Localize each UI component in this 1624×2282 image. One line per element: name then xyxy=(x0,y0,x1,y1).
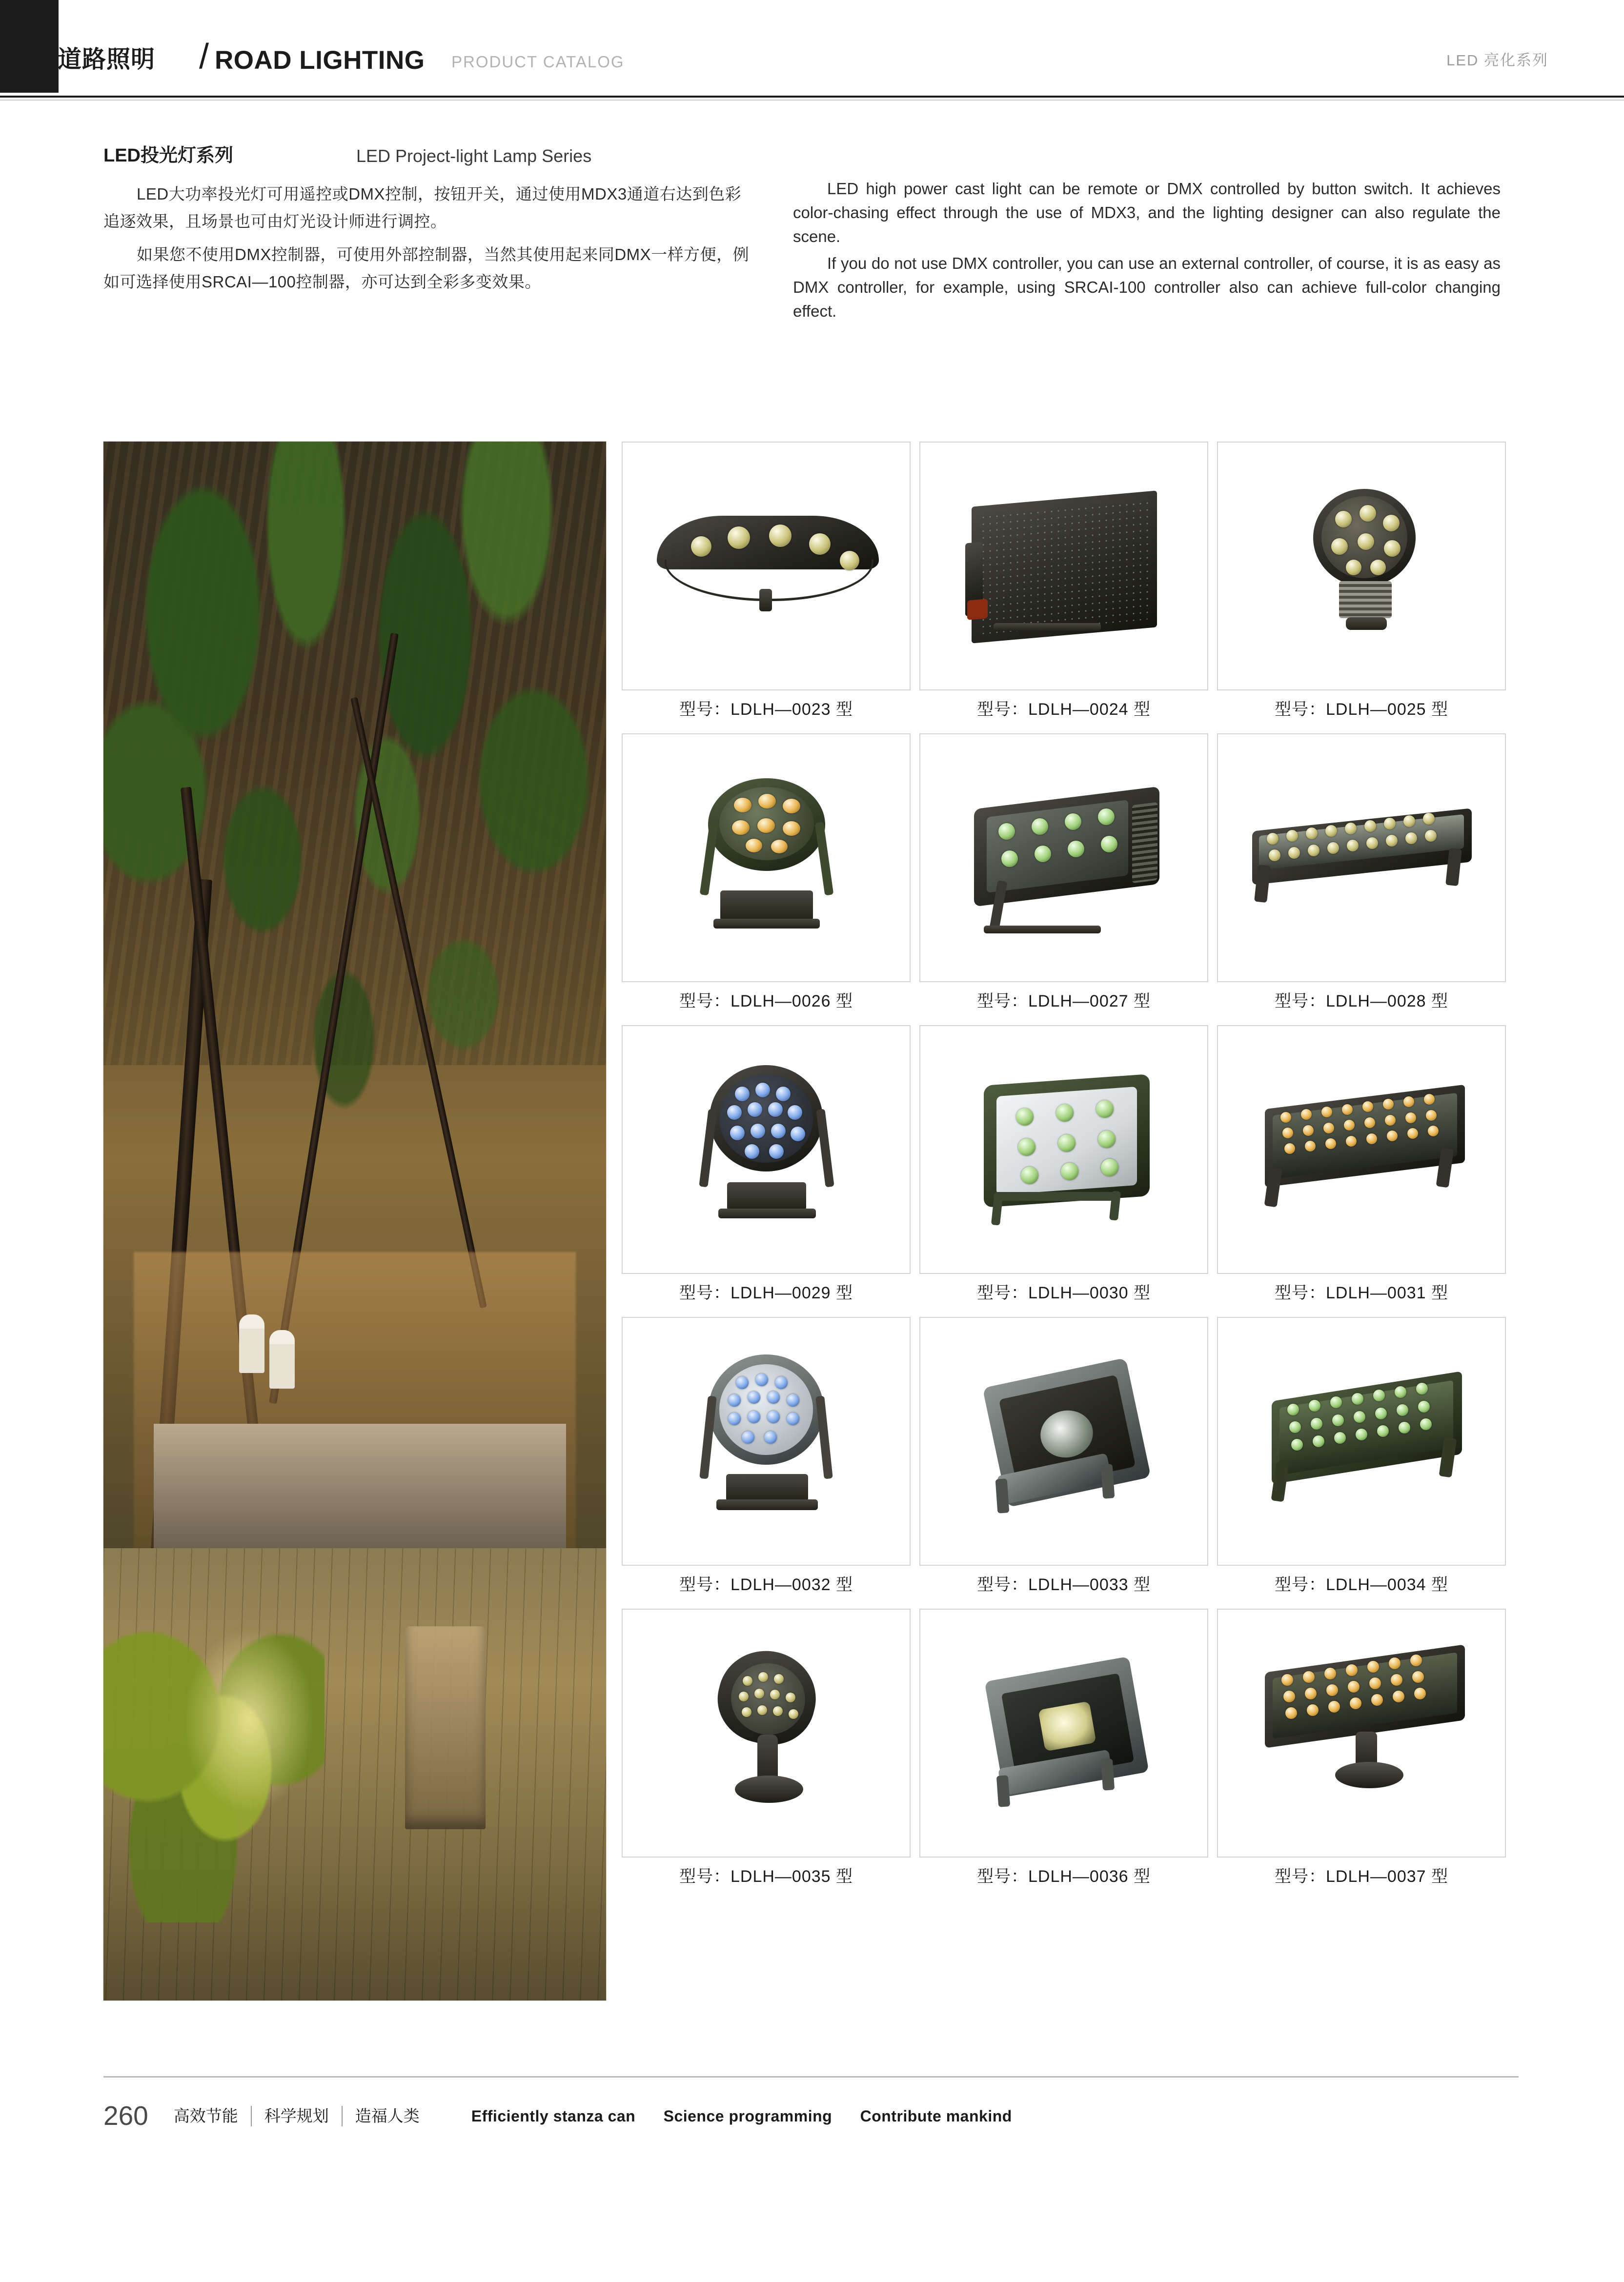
product-image-0036 xyxy=(919,1609,1208,1858)
product-cell-0027[interactable] xyxy=(919,733,1208,1022)
product-cell-0024[interactable] xyxy=(919,442,1208,730)
product-image-0026 xyxy=(622,733,911,982)
header-divider-thin xyxy=(0,100,1624,101)
product-caption-0034: 型号：LDLH—0034 型 xyxy=(1274,1575,1448,1594)
product-caption-0028: 型号：LDLH—0028 型 xyxy=(1274,992,1448,1010)
product-caption-0037: 型号：LDLH—0037 型 xyxy=(1274,1867,1448,1886)
footer-divider xyxy=(103,2076,1519,2078)
product-image-0028 xyxy=(1217,733,1506,982)
header-series-label: LED 亮化系列 xyxy=(1446,52,1548,69)
product-caption-0030: 型号：LDLH—0030 型 xyxy=(976,1284,1151,1302)
product-caption-0024: 型号：LDLH—0024 型 xyxy=(976,700,1151,719)
footer-slogan-cn-1: 高效节能 xyxy=(173,2107,238,2125)
header-slash-divider: / xyxy=(199,37,209,76)
product-caption-0036: 型号：LDLH—0036 型 xyxy=(976,1867,1151,1886)
page-footer xyxy=(0,2076,1624,2183)
product-image-0037 xyxy=(1217,1609,1506,1858)
product-caption-0032: 型号：LDLH—0032 型 xyxy=(679,1575,853,1594)
product-image-0030 xyxy=(919,1025,1208,1274)
product-image-0027 xyxy=(919,733,1208,982)
intro-paragraphs-chinese xyxy=(103,181,755,302)
product-row xyxy=(622,442,1520,730)
header-divider-thick xyxy=(0,96,1624,98)
intro-paragraph-en-2: If you do not use DMX controller, you can use an external controller, of course, it is as easy as DMX controller, for example, using SRCAI-100 controller also can achieve full-color changing effect. xyxy=(793,254,1501,320)
product-caption-0026: 型号：LDLH—0026 型 xyxy=(679,992,853,1010)
footer-slogan-cn-3: 造福人类 xyxy=(355,2107,420,2125)
product-grid xyxy=(622,442,1520,1900)
footer-slogan-chinese xyxy=(161,2106,432,2126)
hero-photo-person-2 xyxy=(269,1330,295,1389)
product-cell-0032[interactable] xyxy=(622,1317,911,1606)
product-row xyxy=(622,1609,1520,1898)
product-row xyxy=(622,1025,1520,1314)
product-row xyxy=(622,1317,1520,1606)
footer-slogan-en-1: Efficiently stanza can xyxy=(471,2107,636,2125)
hero-photo-person-1 xyxy=(239,1314,264,1373)
footer-content xyxy=(103,2102,1035,2129)
page-number: 260 xyxy=(103,2100,148,2131)
footer-slogan-en-2: Science programming xyxy=(663,2107,832,2125)
product-caption-0033: 型号：LDLH—0033 型 xyxy=(976,1575,1151,1594)
product-caption-0025: 型号：LDLH—0025 型 xyxy=(1274,700,1448,719)
product-cell-0023[interactable] xyxy=(622,442,911,730)
intro-paragraph-en-1: LED high power cast light can be remote or DMX controlled by button switch. It achieves color-chasing effect through the use of MDX3, and the lighting designer can also regulate the scene. xyxy=(793,180,1501,245)
product-cell-0035[interactable] xyxy=(622,1609,911,1898)
footer-slogan-english xyxy=(471,2108,1035,2124)
product-image-0023 xyxy=(622,442,911,690)
product-row xyxy=(622,733,1520,1022)
hero-photo-light-glow xyxy=(184,1626,315,1813)
product-image-0033 xyxy=(919,1317,1208,1566)
header-title-chinese: 道路照明 xyxy=(58,46,156,73)
product-image-0024 xyxy=(919,442,1208,690)
section-heading-english: LED Project-light Lamp Series xyxy=(356,146,592,166)
product-caption-0029: 型号：LDLH—0029 型 xyxy=(679,1284,853,1302)
product-cell-0034[interactable] xyxy=(1217,1317,1506,1606)
product-cell-0037[interactable] xyxy=(1217,1609,1506,1898)
intro-paragraph-cn-1: LED大功率投光灯可用遥控或DMX控制，按钮开关，通过使用MDX3通道右达到色彩追逐效果，且场景也可由灯光设计师进行调控。 xyxy=(103,185,742,230)
header-subtitle-english: PRODUCT CATALOG xyxy=(451,53,625,71)
intro-paragraph-cn-2: 如果您不使用DMX控制器，可使用外部控制器，当然其使用起来同DMX一样方便，例如可选择使用SRCAI—100控制器，亦可达到全彩多变效果。 xyxy=(103,245,750,291)
product-cell-0029[interactable] xyxy=(622,1025,911,1314)
product-image-0032 xyxy=(622,1317,911,1566)
intro-paragraphs-english xyxy=(793,177,1501,326)
product-image-0031 xyxy=(1217,1025,1506,1274)
product-image-0025 xyxy=(1217,442,1506,690)
header-bar xyxy=(0,0,1624,93)
page-header xyxy=(0,0,1624,105)
footer-slogan-en-3: Contribute mankind xyxy=(860,2107,1012,2125)
footer-slogan-cn-2: 科学规划 xyxy=(264,2107,329,2125)
product-cell-0031[interactable] xyxy=(1217,1025,1506,1314)
product-cell-0028[interactable] xyxy=(1217,733,1506,1022)
product-cell-0036[interactable] xyxy=(919,1609,1208,1898)
section-heading-chinese: LED投光灯系列 xyxy=(103,145,234,166)
product-cell-0026[interactable] xyxy=(622,733,911,1022)
header-title-english: ROAD LIGHTING xyxy=(215,46,425,75)
product-image-0035 xyxy=(622,1609,911,1858)
product-image-0029 xyxy=(622,1025,911,1274)
product-caption-0031: 型号：LDLH—0031 型 xyxy=(1274,1284,1448,1302)
hero-photo xyxy=(103,442,606,2000)
product-cell-0033[interactable] xyxy=(919,1317,1208,1606)
hero-photo-chair xyxy=(405,1626,486,1829)
product-cell-0025[interactable] xyxy=(1217,442,1506,730)
product-caption-0035: 型号：LDLH—0035 型 xyxy=(679,1867,853,1886)
hero-photo-counter xyxy=(154,1424,566,1549)
main-content xyxy=(0,442,1624,2018)
product-caption-0023: 型号：LDLH—0023 型 xyxy=(679,700,853,719)
product-cell-0030[interactable] xyxy=(919,1025,1208,1314)
header-black-block xyxy=(0,0,59,93)
product-caption-0027: 型号：LDLH—0027 型 xyxy=(976,992,1151,1010)
product-image-0034 xyxy=(1217,1317,1506,1566)
